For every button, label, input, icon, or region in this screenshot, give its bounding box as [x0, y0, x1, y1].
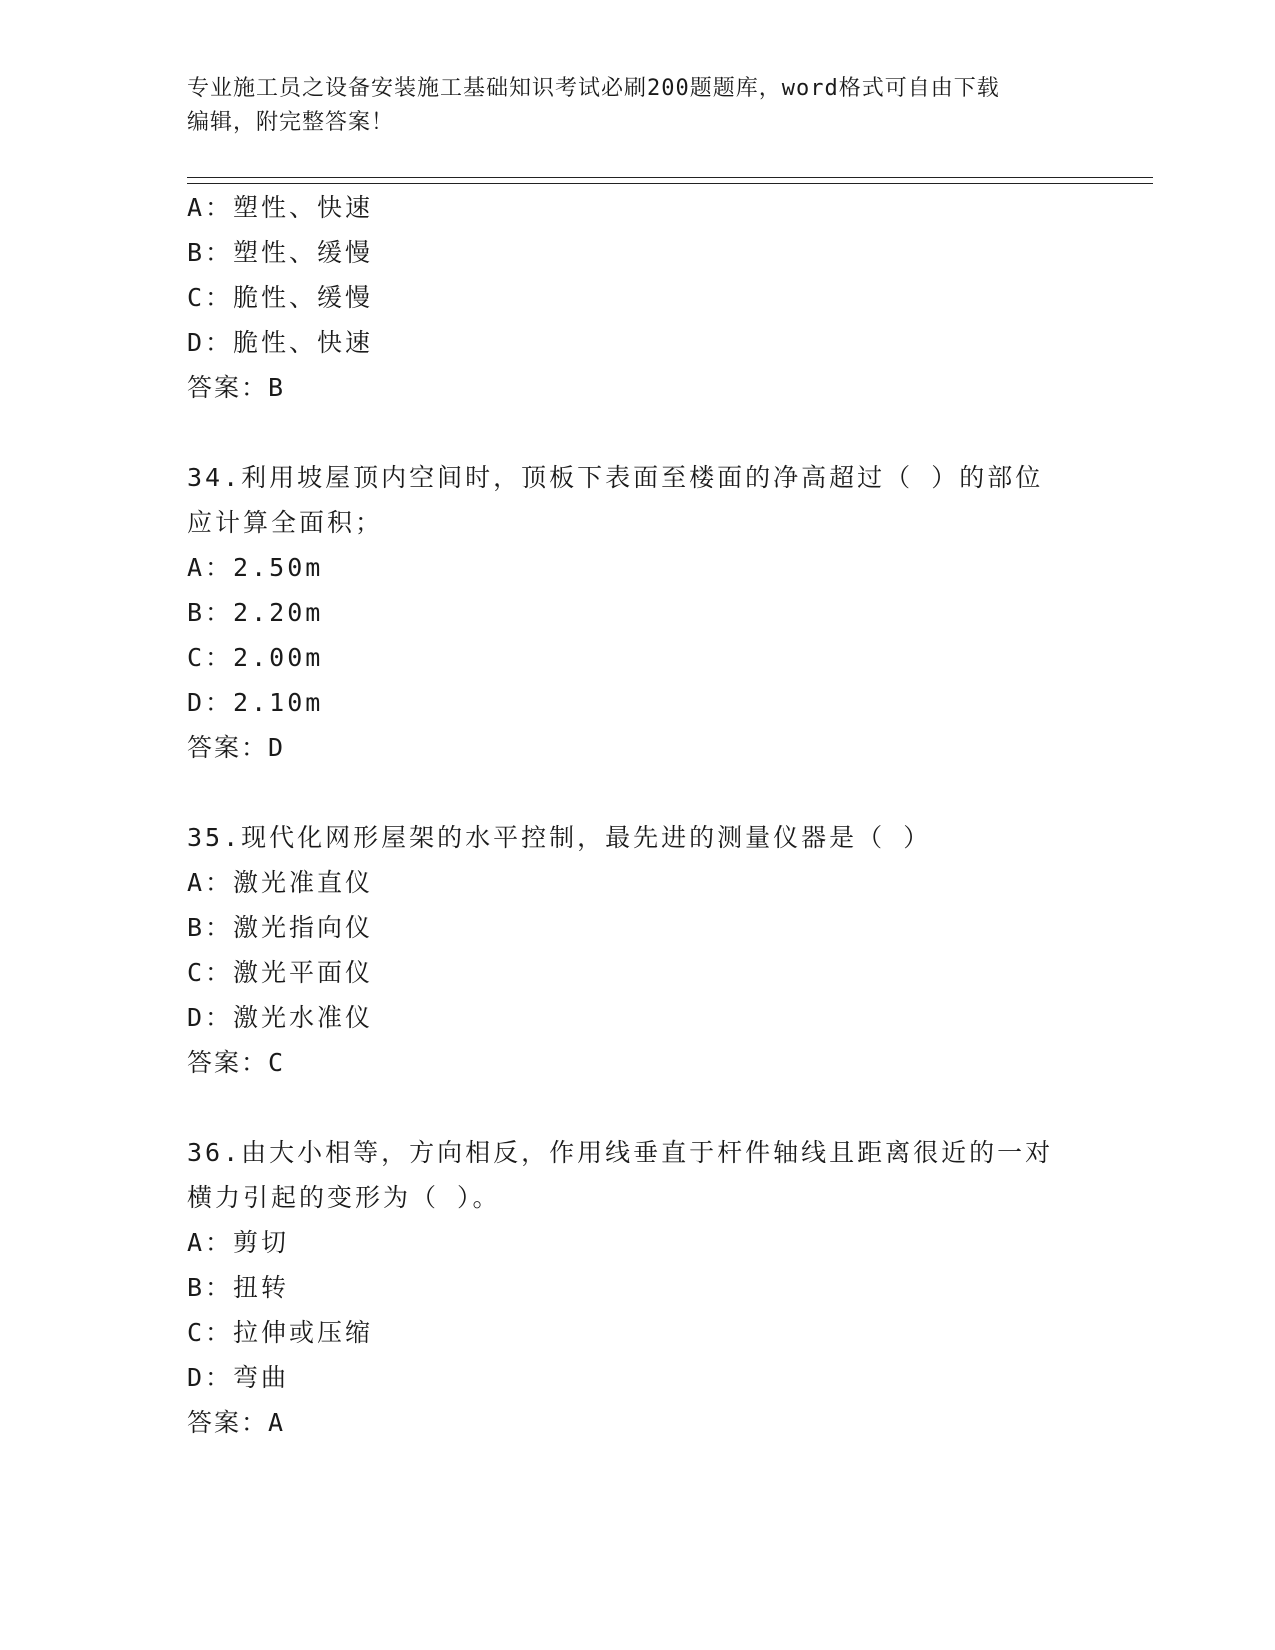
q36-option-c: C：拉伸或压缩 [187, 1318, 374, 1347]
q33-option-a: A：塑性、快速 [187, 193, 374, 222]
header-divider-top [187, 177, 1153, 178]
q33-option-c: C：脆性、缓慢 [187, 283, 374, 312]
q33-answer: 答案：B [187, 373, 286, 402]
q36-stem-line-2: 横力引起的变形为（ ）。 [187, 1183, 501, 1212]
q34-stem-line-1: 34.利用坡屋顶内空间时，顶板下表面至楼面的净高超过（ ）的部位 [187, 463, 1044, 492]
header-line-1: 专业施工员之设备安装施工基础知识考试必刷200题题库，word格式可自由下载 [187, 76, 1000, 101]
header-divider-bottom [187, 183, 1153, 184]
q34-stem-line-2: 应计算全面积； [187, 508, 384, 537]
q36-option-a: A：剪切 [187, 1228, 290, 1257]
q36-option-b: B：扭转 [187, 1273, 290, 1302]
q34-answer: 答案：D [187, 733, 286, 762]
q36-stem-line-1: 36.由大小相等，方向相反，作用线垂直于杆件轴线且距离很近的一对 [187, 1138, 1054, 1167]
q35-option-a: A：激光准直仪 [187, 868, 374, 897]
q35-option-d: D：激光水准仪 [187, 1003, 374, 1032]
q35-answer: 答案：C [187, 1048, 286, 1077]
q35-stem-line-1: 35.现代化网形屋架的水平控制，最先进的测量仪器是（ ） [187, 823, 932, 852]
q34-option-a: A：2.50m [187, 553, 324, 582]
q33-option-d: D：脆性、快速 [187, 328, 374, 357]
q33-option-b: B：塑性、缓慢 [187, 238, 374, 267]
q35-option-c: C：激光平面仪 [187, 958, 374, 987]
q36-answer: 答案：A [187, 1408, 286, 1437]
header-line-2: 编辑，附完整答案！ [187, 110, 395, 135]
q34-option-c: C：2.00m [187, 643, 324, 672]
document-header [187, 72, 1087, 140]
q34-option-b: B：2.20m [187, 598, 324, 627]
q36-option-d: D：弯曲 [187, 1363, 290, 1392]
q34-option-d: D：2.10m [187, 688, 324, 717]
q35-option-b: B：激光指向仪 [187, 913, 374, 942]
